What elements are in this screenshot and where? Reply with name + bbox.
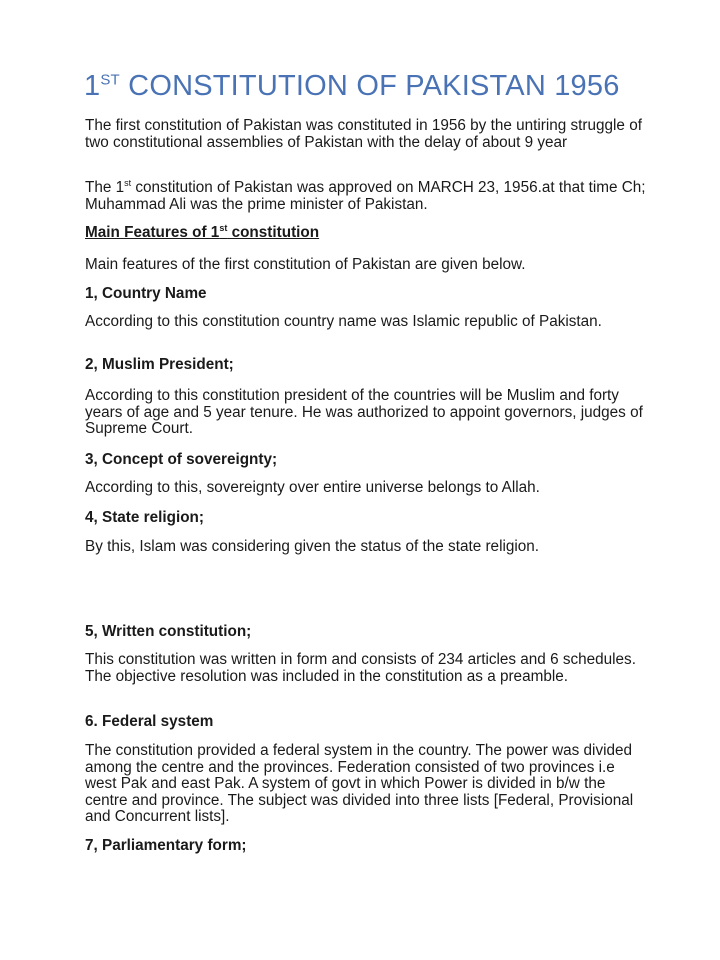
section-body: By this, Islam was considering given the status of the state religion. — [85, 538, 540, 555]
section-heading: 1, Country Name — [85, 285, 207, 302]
section-heading: 5, Written constitution; — [85, 623, 252, 640]
section-body: According to this constitution president of the countries will be Muslim and forty years of age and 5 year tenure. He was authorized to appoint governors, judges of Supreme Court. — [85, 387, 643, 437]
section-heading: 7, Parliamentary form; — [85, 837, 247, 854]
section-heading: 6. Federal system — [85, 713, 214, 730]
section-body: According to this, sovereignty over entire universe belongs to Allah. — [85, 479, 540, 496]
section-body: This constitution was written in form and consists of 234 articles and 6 schedules. The objective resolution was included in the constitution as a preamble. — [85, 651, 636, 685]
intro-paragraph-1: The first constitution of Pakistan was constituted in 1956 by the untiring struggle of two constitutional assemblies of Pakistan with the delay of about 9 year — [85, 117, 642, 151]
intro-paragraph-2: The 1st constitution of Pakistan was approved on MARCH 23, 1956.at that time Ch; Muhammad Ali was the prime minister of Pakistan. — [85, 177, 646, 213]
section-heading: 2, Muslim President; — [85, 356, 234, 373]
section-heading: 3, Concept of sovereignty; — [85, 451, 278, 468]
page-title: 1ST CONSTITUTION OF PAKISTAN 1956 — [84, 70, 620, 102]
features-intro: Main features of the first constitution of Pakistan are given below. — [85, 256, 526, 273]
section-body: According to this constitution country name was Islamic republic of Pakistan. — [85, 313, 602, 330]
section-heading: 4, State religion; — [85, 509, 204, 526]
section-body: The constitution provided a federal system in the country. The power was divided among the centre and the provinces. Federation consisted of two provinces i.e west Pak and east Pak. A system of govt in which Power is divided in b/w the centre and province. The subject was divided into three lists [Federal, Provisional and Concurrent lists]. — [85, 742, 634, 825]
features-heading: Main Features of 1st constitution — [85, 222, 320, 241]
